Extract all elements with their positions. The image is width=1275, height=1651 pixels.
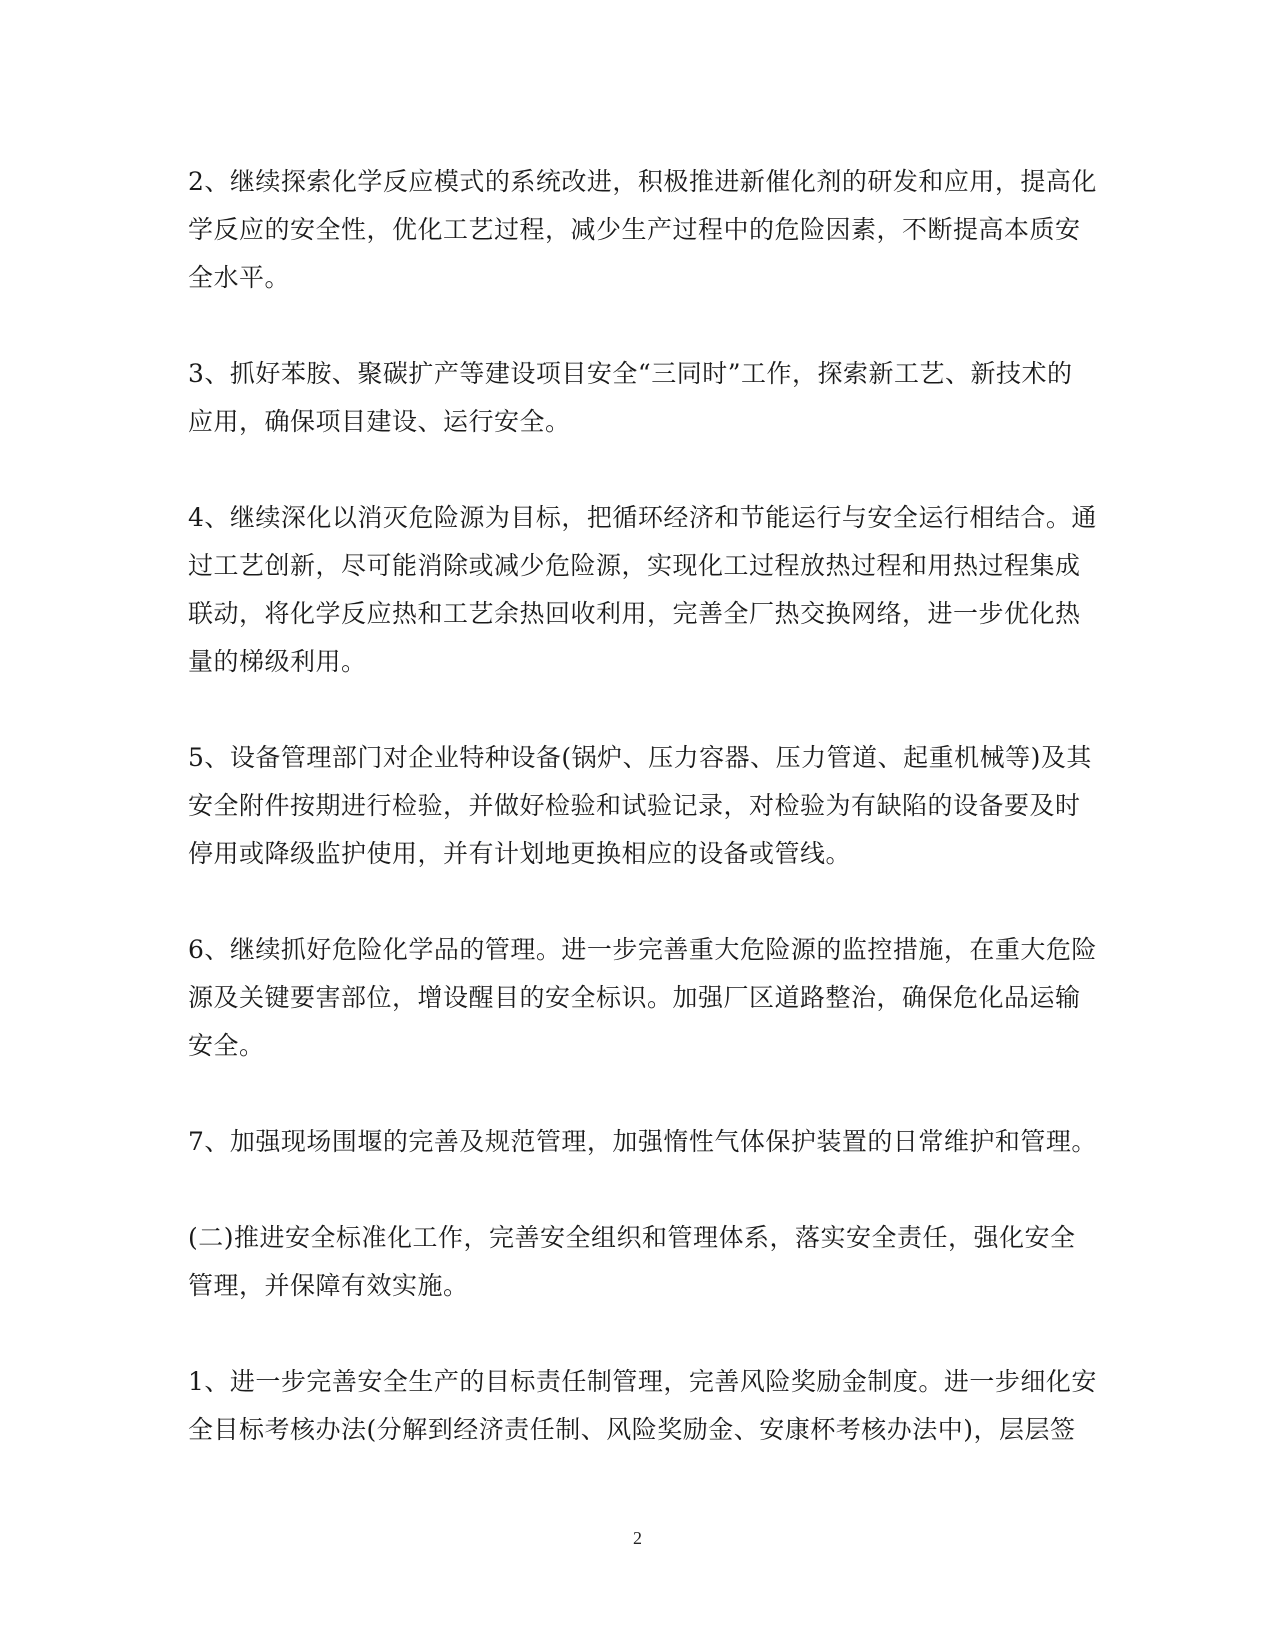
text-line: 6、继续抓好危险化学品的管理。进一步完善重大危险源的监控措施，在重大危险 [188,935,1097,964]
text-line: 应用，确保项目建设、运行安全。 [188,407,571,436]
text-line: 学反应的安全性，优化工艺过程，减少生产过程中的危险因素，不断提高本质安 [188,215,1081,244]
text-line: 2、继续探索化学反应模式的系统改进，积极推进新催化剂的研发和应用，提高化 [188,167,1097,196]
text-line: 3、抓好苯胺、聚碳扩产等建设项目安全“三同时”工作，探索新工艺、新技术的 [188,359,1073,388]
paragraph [188,350,1078,446]
text-line: 停用或降级监护使用，并有计划地更换相应的设备或管线。 [188,839,852,868]
text-line: 源及关键要害部位，增设醒目的安全标识。加强厂区道路整治，确保危化品运输 [188,983,1081,1012]
text-line: (二)推进安全标准化工作，完善安全组织和管理体系，落实安全责任，强化安全 [188,1223,1076,1252]
text-line: 全目标考核办法(分解到经济责任制、风险奖励金、安康杯考核办法中)，层层签 [188,1415,1076,1444]
text-line: 量的梯级利用。 [188,647,367,676]
text-line: 全水平。 [188,263,291,292]
text-line: 1、进一步完善安全生产的目标责任制管理，完善风险奖励金制度。进一步细化安 [188,1367,1097,1396]
page-number: 2 [633,1528,642,1548]
paragraph [188,1214,1078,1310]
text-line: 5、设备管理部门对企业特种设备(锅炉、压力容器、压力管道、起重机械等)及其 [188,743,1092,772]
paragraph [188,158,1097,302]
text-line: 过工艺创新，尽可能消除或减少危险源，实现化工过程放热过程和用热过程集成 [188,551,1081,580]
text-line: 安全。 [188,1031,265,1060]
text-line: 管理，并保障有效实施。 [188,1271,469,1300]
text-line: 7、加强现场围堰的完善及规范管理，加强惰性气体保护装置的日常维护和管理。 [188,1127,1097,1156]
document-body [188,158,1097,1502]
text-line: 安全附件按期进行检验，并做好检验和试验记录，对检验为有缺陷的设备要及时 [188,791,1081,820]
text-line: 4、继续深化以消灭危险源为目标，把循环经济和节能运行与安全运行相结合。通 [188,503,1097,532]
paragraph [188,734,1092,878]
text-line: 联动，将化学反应热和工艺余热回收利用，完善全厂热交换网络，进一步优化热 [188,599,1081,628]
paragraph [188,1118,1097,1166]
paragraph [188,1358,1097,1454]
paragraph [188,926,1097,1070]
paragraph [188,494,1097,686]
